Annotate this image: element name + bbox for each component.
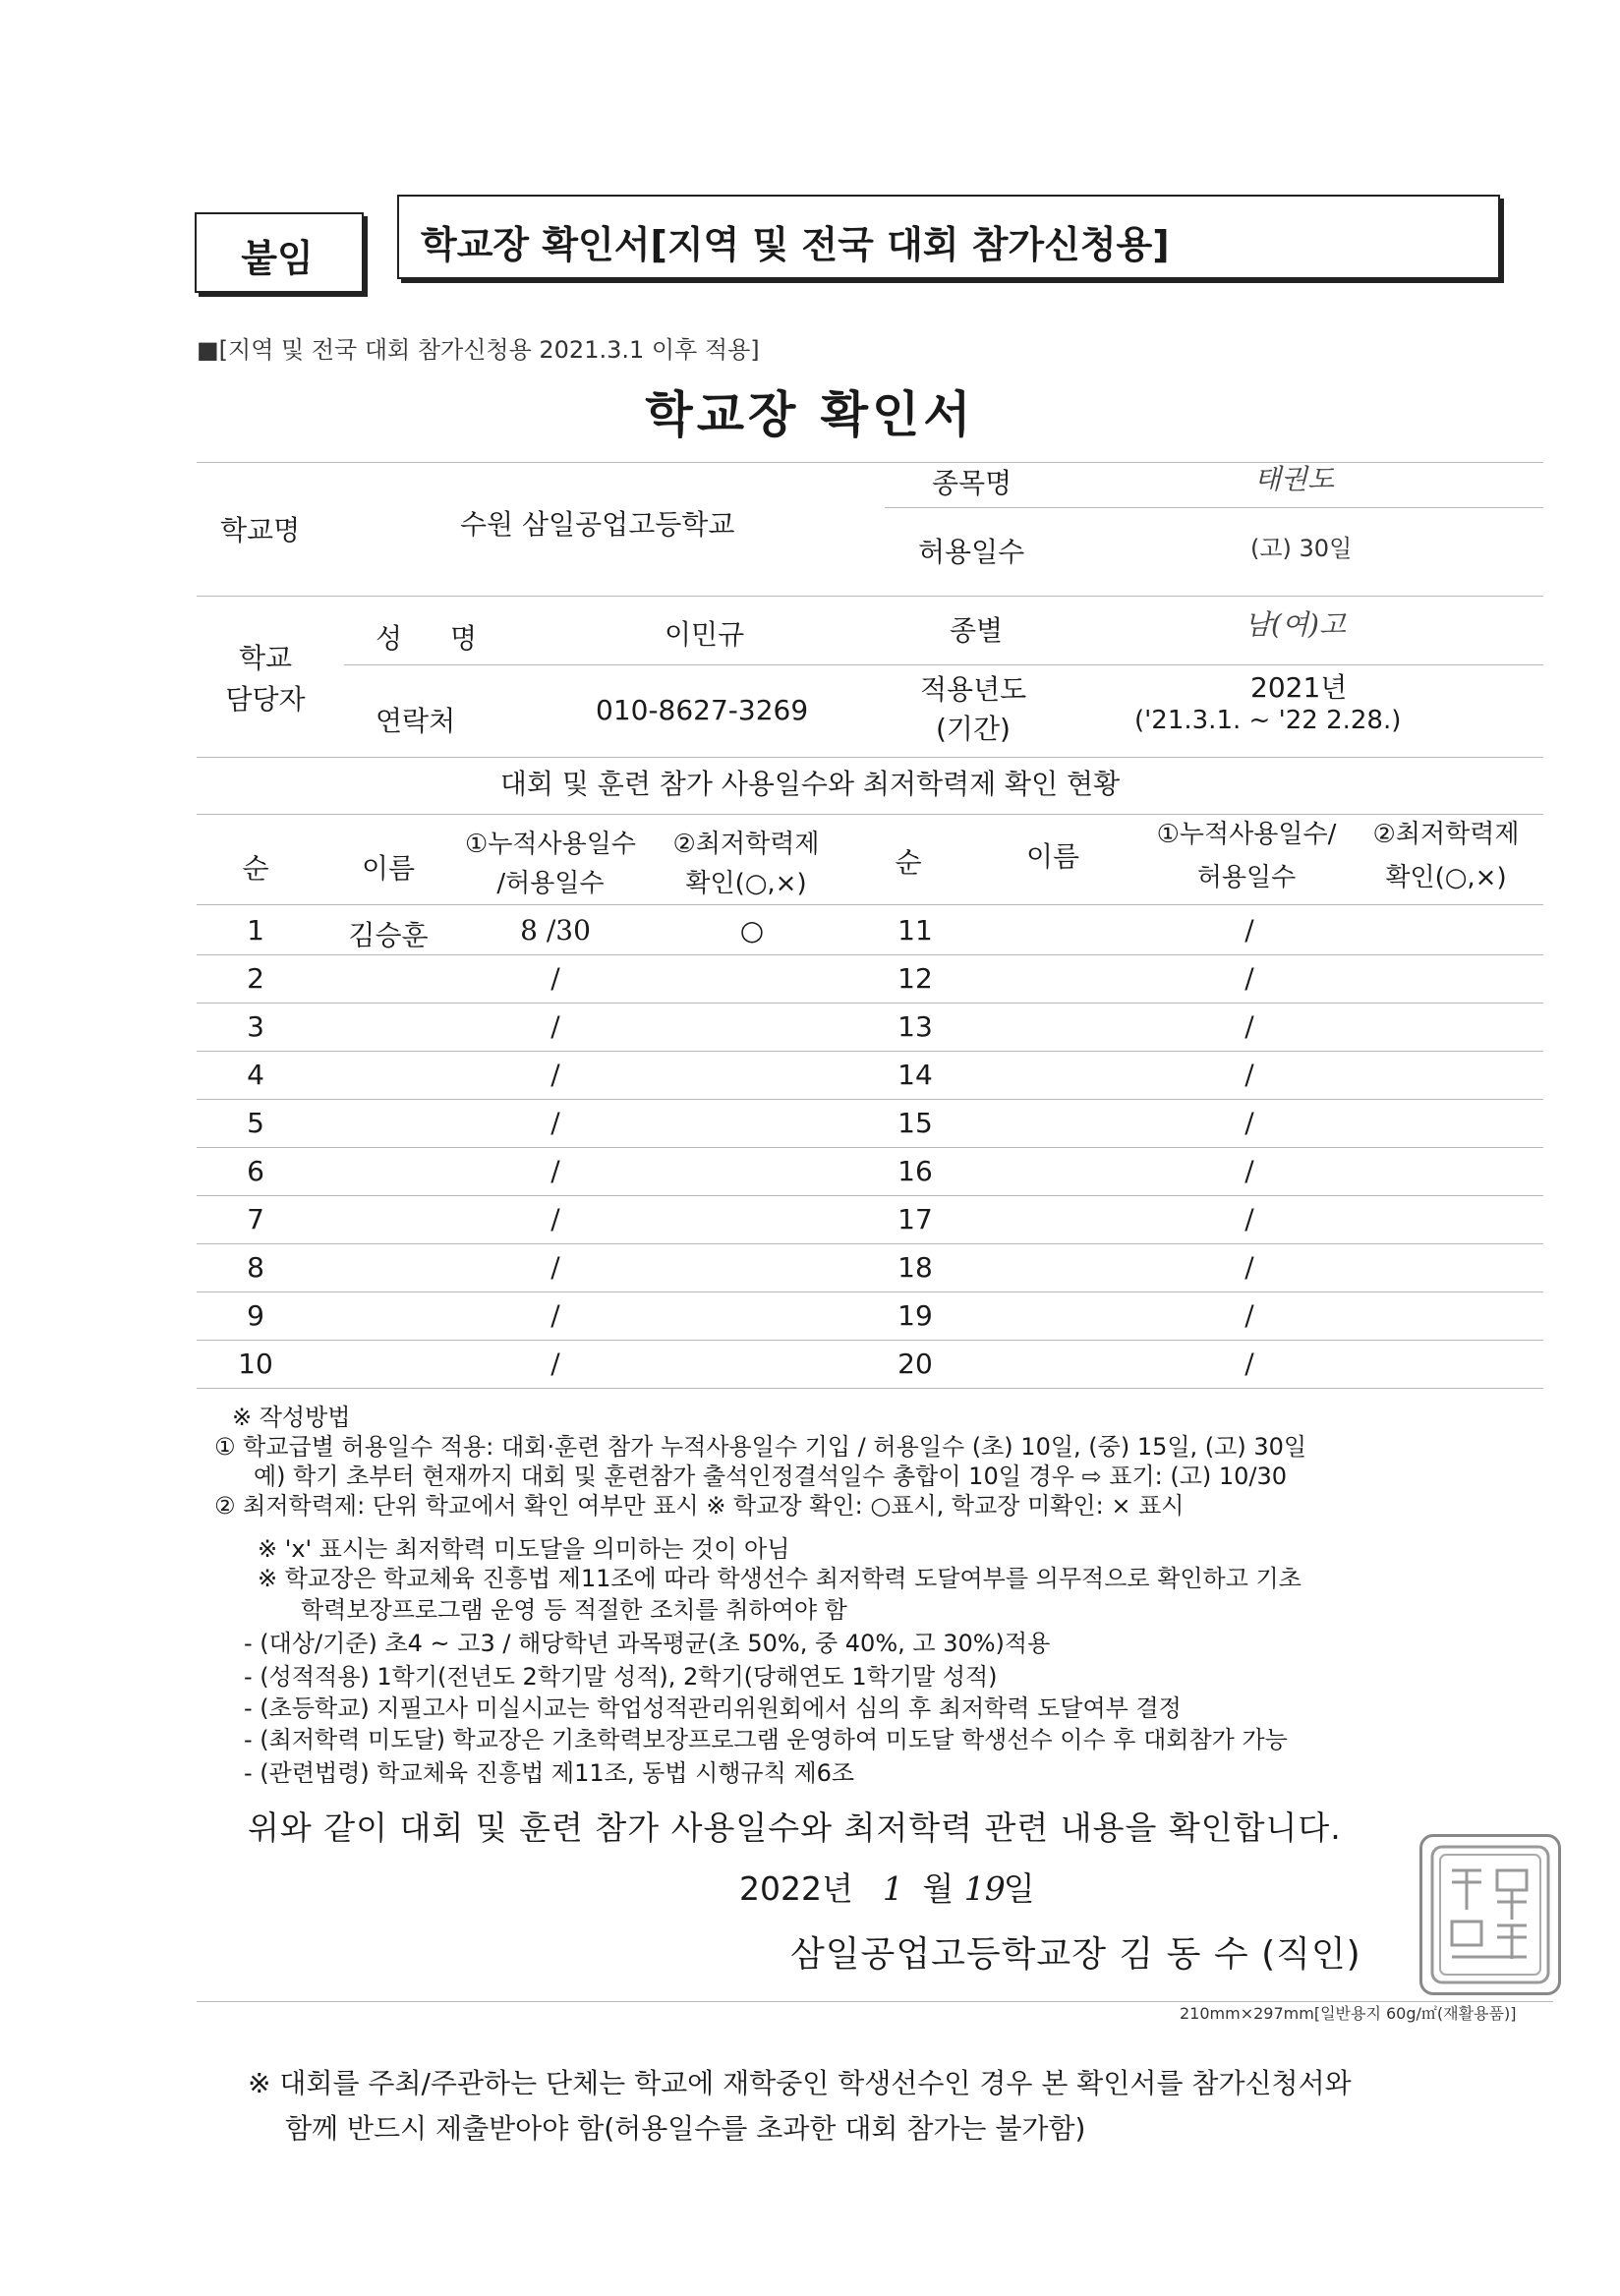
attach-label: 붙임: [241, 237, 314, 280]
date-year-unit: 년: [821, 1869, 853, 1908]
official-seal: [1419, 1834, 1561, 1995]
confirm-text: 위와 같이 대회 및 훈련 참가 사용일수와 최저학력 관련 내용을 확인합니다.: [248, 1808, 1342, 1847]
row-no: 8: [247, 1251, 264, 1284]
col-days-left-2: /허용일수: [496, 869, 605, 898]
sign-date: [739, 1864, 1035, 1910]
col-min-left-2: 확인(○,×): [685, 869, 807, 898]
row-no: 7: [247, 1203, 264, 1235]
col-days-right-2: 허용일수: [1196, 863, 1297, 892]
info-line-mid-right: [885, 507, 1543, 508]
row-no: 2: [247, 962, 264, 995]
footer-note-2: 함께 반드시 제출받아야 함(허용일수를 초과한 대회 참가는 불가함): [285, 2112, 1086, 2145]
contact-value: 010-8627-3269: [596, 694, 809, 726]
row-days: /: [1244, 1107, 1254, 1139]
info-line-top: [197, 462, 1543, 463]
table-row-line: [197, 1243, 1543, 1244]
allowed-label: 허용일수: [918, 536, 1025, 568]
row-days: /: [1244, 1010, 1254, 1043]
table-row-line: [197, 954, 1543, 955]
col-min-right-1: ②최저학력제: [1372, 820, 1520, 849]
note-6: - (성적적용) 1학기(전년도 2학기말 성적), 2학기(당해연도 1학기말 성적): [244, 1663, 998, 1691]
sport-value: 태권도: [1254, 463, 1335, 495]
table-row-line: [197, 1388, 1543, 1389]
row-days: /: [550, 1155, 560, 1187]
row-check: ○: [739, 914, 765, 947]
note-7: - (초등학교) 지필고사 미실시교는 학업성적관리위원회에서 심의 후 최저학력 도달여부 결정: [244, 1694, 1182, 1722]
date-month-unit: 월: [922, 1869, 955, 1908]
gender-label: 종별: [950, 614, 1004, 647]
row-no: 13: [897, 1010, 933, 1043]
col-name-left: 이름: [361, 852, 416, 885]
footer-note-1: ※ 대회를 주최/주관하는 단체는 학교에 재학중인 학생선수인 경우 본 확인서를 참가신청서와: [248, 2067, 1352, 2099]
table-row-line: [197, 1051, 1543, 1052]
section-title: 대회 및 훈련 참가 사용일수와 최저학력제 확인 현황: [499, 768, 1121, 800]
row-no: 20: [897, 1348, 933, 1380]
table-header-line: [197, 904, 1543, 905]
sub-note: ■[지역 및 전국 대회 참가신청용 2021.3.1 이후 적용]: [197, 336, 760, 364]
note-1b: 예) 학기 초부터 현재까지 대회 및 훈련참가 출석인정결석일수 총합이 10일 경우 ⇨ 표기: (고) 10/30: [254, 1463, 1288, 1490]
row-days: /: [1244, 914, 1254, 947]
table-row-line: [197, 1003, 1543, 1004]
note-9: - (관련법령) 학교체육 진흥법 제11조, 동법 시행규칙 제6조: [244, 1759, 855, 1787]
row-no: 11: [897, 914, 933, 947]
note-2: ② 최저학력제: 단위 학교에서 확인 여부만 표시 ※ 학교장 확인: ○표시, 학교장 미확인: × 표시: [214, 1492, 1185, 1520]
year-range: ('21.3.1. ~ '22 2.28.): [1134, 706, 1402, 735]
row-days: /: [1244, 1155, 1254, 1187]
table-row-line: [197, 1195, 1543, 1196]
seal-pattern-icon: [1428, 1843, 1552, 1986]
col-min-left-1: ②최저학력제: [672, 830, 820, 859]
info-line-2: [197, 596, 1543, 597]
row-days: 8 /30: [520, 914, 591, 947]
note-5: - (대상/기준) 초4 ~ 고3 / 해당학년 과목평균(초 50%, 중 40%, 고 30%)적용: [244, 1630, 1051, 1657]
doc-title: 학교장 확인서: [645, 386, 975, 443]
paper-spec: 210mm×297mm[일반용지 60g/㎡(재활용품)]: [1180, 2004, 1517, 2023]
row-no: 12: [897, 962, 933, 995]
col-name-right: 이름: [1025, 840, 1080, 873]
row-days: /: [1244, 1348, 1254, 1380]
row-days: /: [1244, 1251, 1254, 1284]
name-label: 성 명: [376, 622, 496, 655]
school-value: 수원 삼일공업고등학교: [460, 508, 735, 541]
col-days-left-1: ①누적사용일수: [464, 830, 636, 859]
school-label: 학교명: [220, 514, 301, 546]
row-days: /: [550, 1299, 560, 1332]
row-no: 6: [247, 1155, 264, 1187]
note-3: ※ 'x' 표시는 최저학력 미도달을 의미하는 것이 아님: [258, 1535, 790, 1563]
contact-label: 연락처: [376, 705, 456, 737]
table-row-line: [197, 1147, 1543, 1148]
row-no: 3: [247, 1010, 264, 1043]
row-no: 10: [238, 1348, 273, 1380]
col-no-right: 순: [895, 846, 922, 879]
note-4: ※ 학교장은 학교체육 진흥법 제11조에 따라 학생선수 최저학력 도달여부를 의무적으로 확인하고 기초: [258, 1565, 1302, 1592]
row-days: /: [1244, 1203, 1254, 1235]
row-no: 14: [897, 1059, 933, 1091]
year-value: 2021년: [1250, 671, 1348, 704]
year-label: 적용년도: [920, 673, 1027, 706]
row-days: /: [550, 1107, 560, 1139]
manager-label-2: 담당자: [225, 683, 306, 716]
note-8: - (최저학력 미도달) 학교장은 기초학력보장프로그램 운영하여 미도달 학생선수 이수 후 대회참가 가능: [244, 1726, 1288, 1753]
row-no: 15: [897, 1107, 933, 1139]
row-days: /: [1244, 1299, 1254, 1332]
gender-value: 남(여)고: [1244, 608, 1346, 641]
note-1: ① 학교급별 허용일수 적용: 대회·훈련 참가 누적사용일수 기입 / 허용일수 (초) 10일, (중) 15일, (고) 30일: [214, 1433, 1307, 1461]
row-no: 5: [247, 1107, 264, 1139]
row-days: /: [550, 962, 560, 995]
row-days: /: [550, 1010, 560, 1043]
row-days: /: [1244, 962, 1254, 995]
table-row-line: [197, 1340, 1543, 1341]
notes-heading: ※ 작성방법: [232, 1404, 351, 1431]
col-no-left: 순: [242, 852, 269, 885]
row-days: /: [550, 1203, 560, 1235]
date-year: 2022: [739, 1869, 822, 1908]
row-days: /: [550, 1251, 560, 1284]
row-no: 1: [247, 914, 264, 947]
note-4b: 학력보장프로그램 운영 등 적절한 조치를 취하여야 함: [301, 1596, 847, 1624]
row-days: /: [550, 1348, 560, 1380]
form-title: 학교장 확인서[지역 및 전국 대회 참가신청용]: [421, 223, 1170, 266]
sport-label: 종목명: [932, 467, 1012, 499]
row-no: 17: [897, 1203, 933, 1235]
row-days: /: [550, 1059, 560, 1091]
info-line-3: [344, 664, 1543, 665]
name-value: 이민규: [665, 618, 745, 651]
row-name: 김승훈: [348, 919, 429, 951]
row-no: 16: [897, 1155, 933, 1187]
principal-name: 삼일공업고등학교장 김 동 수 (직인): [790, 1934, 1361, 1975]
row-no: 19: [897, 1299, 933, 1332]
date-day-unit: 일: [1003, 1869, 1035, 1908]
info-line-4: [197, 757, 1543, 758]
year-label-period: (기간): [936, 713, 1011, 745]
allowed-value: (고) 30일: [1250, 535, 1353, 562]
date-day: 19: [963, 1869, 1006, 1908]
row-days: /: [1244, 1059, 1254, 1091]
table-row-line: [197, 1099, 1543, 1100]
manager-label-1: 학교: [238, 642, 293, 674]
col-min-right-2: 확인(○,×): [1385, 863, 1507, 892]
row-no: 18: [897, 1251, 933, 1284]
row-no: 4: [247, 1059, 264, 1091]
col-days-right-1: ①누적사용일수/: [1156, 820, 1337, 849]
date-month: 1: [882, 1869, 903, 1908]
row-no: 9: [247, 1299, 264, 1332]
